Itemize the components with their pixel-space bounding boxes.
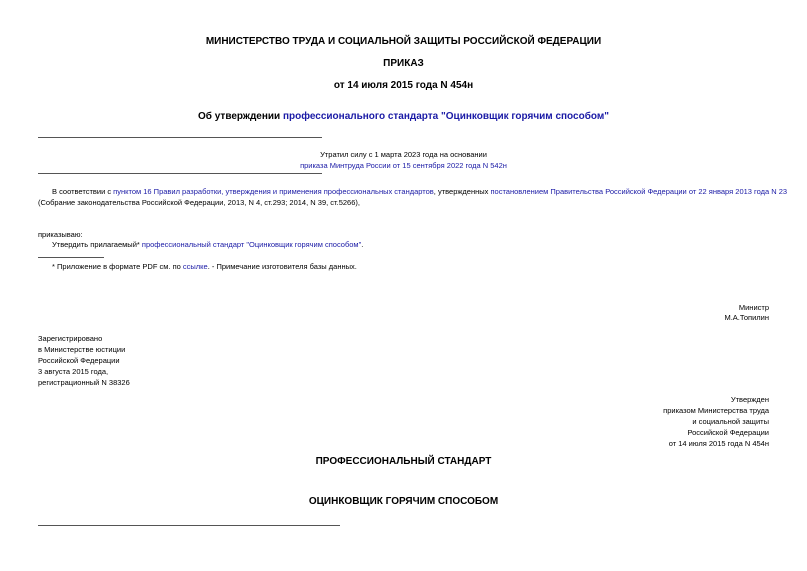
order-text-part: .	[361, 240, 364, 249]
footnote	[52, 261, 357, 272]
order-text	[52, 239, 363, 250]
approval-line: Утвержден	[730, 395, 769, 404]
approval-block	[663, 394, 769, 449]
registration-block	[38, 333, 130, 388]
status-note-line: Утратил силу с 1 марта 2023 года на основании	[320, 150, 487, 159]
preamble-text: , утвержденных	[433, 187, 491, 196]
doc-type: ПРИКАЗ	[383, 58, 424, 69]
rules-link[interactable]: пунктом 16 Правил разработки, утверждения и применения профессиональных стандартов	[113, 187, 434, 196]
repeal-order-link[interactable]: приказа Минтруда России от 15 сентября 2022 года N 542н	[300, 161, 507, 170]
registration-line: Российской Федерации	[38, 356, 120, 365]
ministry-heading: МИНИСТЕРСТВО ТРУДА И СОЦИАЛЬНОЙ ЗАЩИТЫ РОССИЙСКОЙ ФЕДЕРАЦИИ	[205, 36, 602, 47]
approval-line: и социальной защиты	[692, 417, 769, 426]
registration-line: регистрационный N 38326	[38, 378, 130, 387]
registration-line: 3 августа 2015 года,	[38, 367, 109, 376]
government-decree-link[interactable]: постановлением Правительства Российской Федерации от 22 января 2013 года N 23	[490, 187, 788, 196]
preamble-line2: (Собрание законодательства Российской Федерации, 2013, N 4, ст.293; 2014, N 39, ст.5266),	[38, 198, 360, 207]
separator-line	[38, 525, 340, 526]
doc-title	[0, 111, 807, 122]
standard-link[interactable]: профессиональный стандарт "Оцинковщик горячим способом"	[141, 240, 362, 249]
footnote-text: * Приложение в формате PDF см. по	[52, 262, 183, 271]
separator-line	[38, 137, 322, 138]
standard-title-link[interactable]: профессионального стандарта "Оцинковщик горячим способом"	[282, 111, 609, 122]
order-verb: приказываю:	[38, 230, 83, 239]
status-note-link-line	[0, 160, 807, 171]
pdf-link[interactable]: ссылке	[182, 262, 208, 271]
doc-date: от 14 июля 2015 года N 454н	[333, 80, 474, 91]
preamble-text: В соответствии с	[52, 187, 114, 196]
approval-line: приказом Министерства труда	[663, 406, 769, 415]
order-text-part: Утвердить прилагаемый*	[52, 240, 142, 249]
registration-line: в Министерстве юстиции	[38, 345, 126, 354]
doc-title-prefix: Об утверждении	[198, 111, 283, 122]
registration-line: Зарегистрировано	[38, 334, 103, 343]
footnote-text: . - Примечание изготовителя базы данных.	[207, 262, 357, 271]
signature-name: М.А.Топилин	[724, 313, 769, 322]
approval-line: от 14 июля 2015 года N 454н	[668, 439, 769, 448]
standard-heading: ПРОФЕССИОНАЛЬНЫЙ СТАНДАРТ	[315, 456, 492, 467]
preamble-line1	[52, 186, 792, 197]
separator-line	[38, 173, 322, 174]
signature-position: Министр	[738, 303, 769, 312]
footnote-separator	[38, 257, 104, 258]
approval-line: Российской Федерации	[687, 428, 769, 437]
standard-name: ОЦИНКОВЩИК ГОРЯЧИМ СПОСОБОМ	[308, 496, 499, 507]
